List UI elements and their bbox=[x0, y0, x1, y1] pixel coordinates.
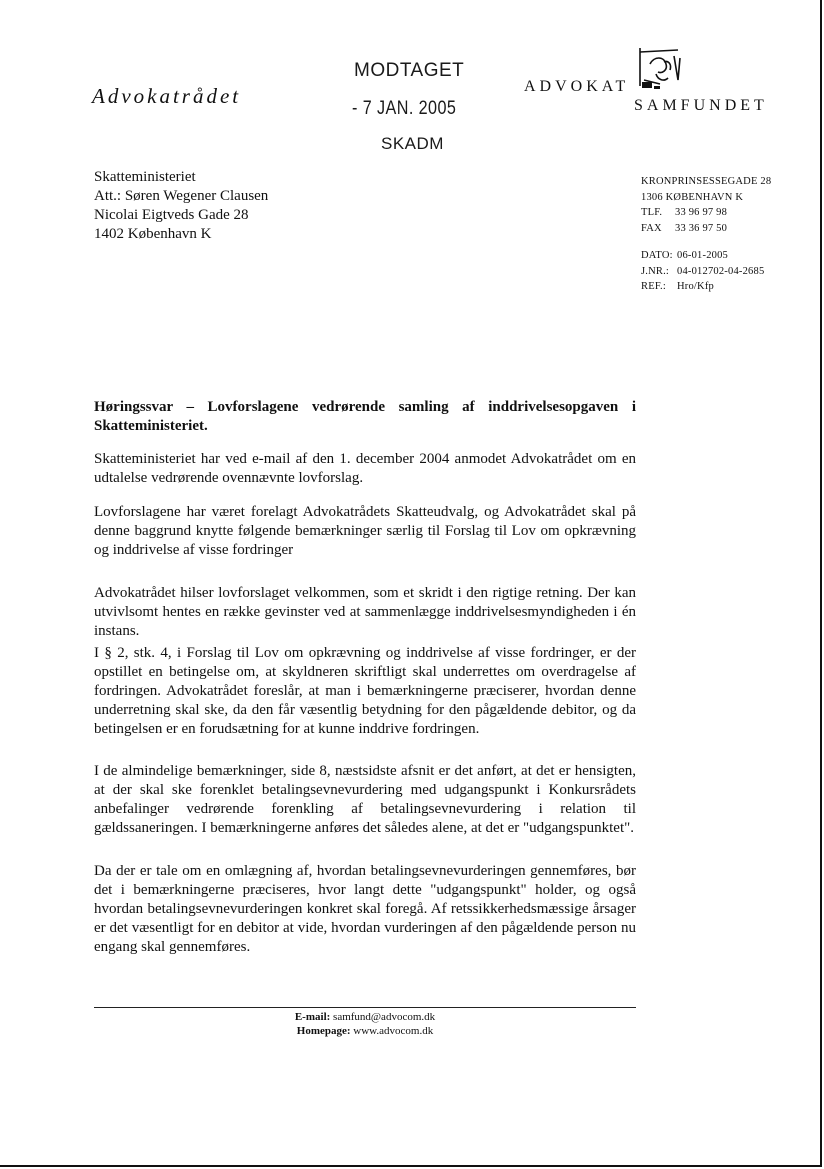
reference-row bbox=[641, 279, 764, 295]
sender-street: KRONPRINSESSEGADE 28 bbox=[641, 176, 772, 187]
homepage-label: Homepage: bbox=[296, 1025, 351, 1037]
date-value: 06-01-2005 bbox=[677, 250, 728, 261]
recipient-address bbox=[94, 168, 268, 244]
date-row bbox=[641, 248, 764, 264]
advokatsamfundet-emblem-icon bbox=[634, 44, 684, 96]
footer-contact bbox=[94, 1010, 636, 1038]
reference-label: REF.: bbox=[641, 281, 666, 292]
journal-number-value: 04-012702-04-2685 bbox=[677, 265, 765, 277]
footer-divider bbox=[94, 1007, 636, 1008]
recipient-line: Skatteministeriet bbox=[94, 169, 196, 185]
recipient-line: 1402 København K bbox=[94, 226, 212, 242]
paragraph: Lovforslagene har været forelagt Advokatrådets Skatteudvalg, og Advokatrådet skal på denne baggrund knytte følgende bemærkninger særlig til Forslag til Lov om opkrævning og inddrivelse af visse fordringer bbox=[94, 504, 636, 558]
phone-label: TLF. bbox=[641, 207, 663, 218]
paragraph: I de almindelige bemærkninger, side 8, næstsidste afsnit er det anført, at det er hensigten, at der skal ske forenklet betalingsevnevurdering med udgangspunkt i Konkursrådets anbefalinger vedrørende forenkling af betalingsevnevurdering i relation til gældssaneringen. I bemærkningerne anføres det således alene, at det er "udgangspunktet". bbox=[94, 763, 636, 836]
letterhead-brand: Advokatrådet bbox=[92, 84, 242, 108]
journal-number-label: J.NR.: bbox=[641, 265, 670, 277]
paragraph: Da der er tale om en omlægning af, hvordan betalingsevnevurderingen gennemføres, bør det i bemærkningerne præciseres, hvor langt dette "udgangspunkt" holder, og også hvordan betalingsevnevurderingen konkret skal foregå. Af retssikkerhedsmæssige årsager er det væsentligt for en debitor at vide, hvordan vurderingen af den pågældende person nu engang skal gennemføres. bbox=[94, 863, 636, 955]
recipient-line: Att.: Søren Wegener Clausen bbox=[94, 188, 269, 204]
recipient-line: Nicolai Eigtveds Gade 28 bbox=[94, 207, 249, 223]
email-link[interactable]: samfund@advocom.dk bbox=[333, 1011, 436, 1023]
footer-homepage bbox=[94, 1024, 636, 1038]
sender-city: 1306 KØBENHAVN K bbox=[641, 191, 744, 203]
reference-value: Hro/Kfp bbox=[677, 281, 714, 292]
footer-email bbox=[94, 1010, 636, 1024]
sender-address bbox=[641, 174, 771, 236]
received-stamp-department: SKADM bbox=[381, 134, 444, 153]
reference-block bbox=[641, 248, 764, 295]
paragraph: Advokatrådet hilser lovforslaget velkommen, som et skridt i den rigtige retning. Der kan utvivlsomt hentes en række gevinster ved at sammenlægge inddrivelsesmyndigheden i én instans. bbox=[94, 585, 636, 639]
paragraph: Skatteministeriet har ved e-mail af den 1. december 2004 anmodet Advokatrådet om en udtalelse vedrørende ovennævnte lovforslag. bbox=[94, 451, 636, 486]
phone-value: 33 96 97 98 bbox=[675, 207, 728, 218]
logo-word-advokat: ADVOKAT bbox=[524, 78, 630, 95]
fax-label: FAX bbox=[641, 222, 662, 234]
date-label: DATO: bbox=[641, 250, 673, 261]
homepage-link[interactable]: www.advocom.dk bbox=[353, 1025, 434, 1037]
paragraph: I § 2, stk. 4, i Forslag til Lov om opkrævning og inddrivelse af visse fordringer, er der opstillet en betingelse om, at skyldneren skriftligt skal underrettes om overdragelse af fordringen. Advokatrådet foreslår, at man i bemærkningerne præciserer, hvordan denne underretning skal ske, da den får væsentlig betydning for den pågældende debitor, og da betingelsen er en forudsætning for at kunne inddrive fordringen. bbox=[94, 645, 636, 737]
email-label: E-mail: bbox=[294, 1011, 331, 1023]
received-stamp-label: MODTAGET bbox=[354, 60, 465, 81]
received-stamp-date: - 7 JAN. 2005 bbox=[352, 98, 457, 119]
sender-phone bbox=[641, 205, 771, 221]
journal-number-row bbox=[641, 264, 764, 280]
sender-fax bbox=[641, 221, 771, 237]
logo-word-samfundet: SAMFUNDET bbox=[634, 97, 768, 114]
fax-value: 33 36 97 50 bbox=[675, 222, 728, 234]
letter-subject: Høringssvar – Lovforslagene vedrørende samling af inddrivelsesopgaven i Skatteministeriet. bbox=[94, 399, 636, 434]
